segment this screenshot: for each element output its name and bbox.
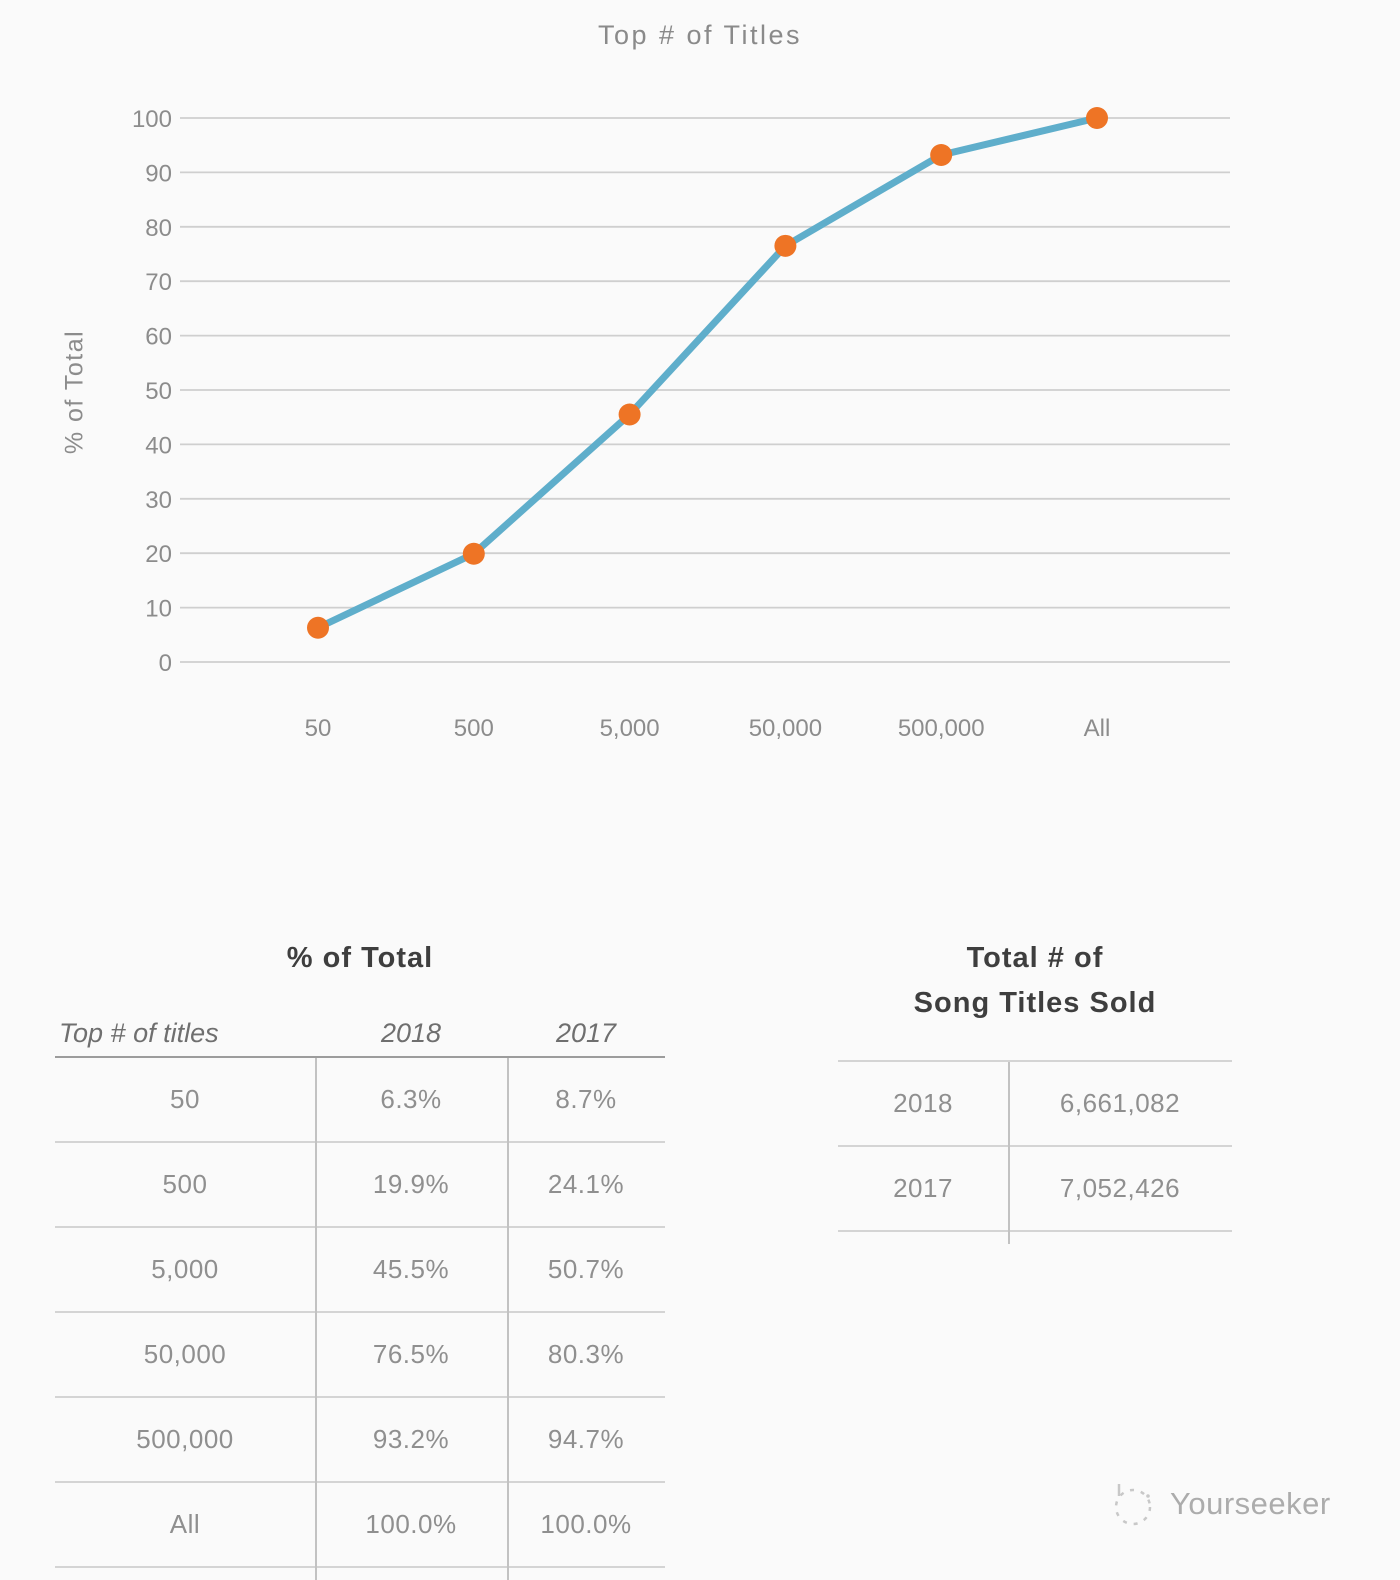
row-label: 500 — [162, 1169, 208, 1199]
total-value: 7,052,426 — [1059, 1173, 1181, 1203]
table-row — [55, 1398, 665, 1483]
cell-2018: 100.0% — [365, 1509, 457, 1539]
watermark — [1106, 1476, 1331, 1532]
x-tick-label: 500 — [453, 715, 494, 742]
x-tick-label: 500,000 — [897, 715, 985, 742]
table-row — [55, 1143, 665, 1228]
cell-2018: 45.5% — [372, 1254, 450, 1284]
cell-2017: 8.7% — [555, 1084, 617, 1114]
y-tick-label: 40 — [145, 432, 172, 460]
cell-2017: 80.3% — [547, 1339, 625, 1369]
chart-title: Top # of Titles — [597, 20, 803, 50]
percent-table — [55, 1005, 665, 1580]
totals-table-title-line2: Song Titles Sold — [913, 987, 1157, 1019]
data-line — [318, 118, 1097, 628]
year-label: 2017 — [893, 1173, 953, 1203]
x-tick-label: 50,000 — [748, 715, 823, 742]
y-tick-label: 0 — [158, 650, 172, 677]
y-tick-label: 20 — [145, 541, 172, 569]
y-axis-label: % of Total — [60, 329, 89, 455]
column-header-2017: 2017 — [555, 1018, 617, 1048]
table-row — [55, 1228, 665, 1313]
row-label: 50 — [170, 1084, 200, 1114]
y-tick-label: 60 — [145, 323, 172, 351]
data-point — [307, 617, 329, 639]
x-tick-label: 5,000 — [599, 715, 660, 742]
x-tick-label: All — [1083, 715, 1111, 742]
cell-2017: 100.0% — [540, 1509, 632, 1539]
data-point — [1086, 107, 1108, 129]
percent-table-body — [55, 1058, 665, 1568]
cell-2017: 94.7% — [547, 1424, 625, 1454]
y-tick-label: 90 — [145, 160, 172, 188]
y-tick-label: 100 — [131, 106, 172, 133]
percent-table-title: % of Total — [286, 942, 434, 974]
column-divider — [1008, 1062, 1010, 1244]
column-header-titles: Top # of titles — [59, 1018, 219, 1048]
table-row — [838, 1147, 1232, 1232]
totals-table — [838, 1060, 1232, 1232]
column-divider — [507, 1058, 509, 1580]
row-label: 5,000 — [151, 1254, 219, 1284]
column-divider — [315, 1058, 317, 1580]
cell-2018: 19.9% — [372, 1169, 450, 1199]
cell-2018: 6.3% — [380, 1084, 442, 1114]
watermark-label: Yourseeker — [1170, 1486, 1331, 1521]
table-row — [55, 1058, 665, 1143]
data-point — [463, 543, 485, 565]
data-point — [774, 235, 796, 257]
row-label: All — [169, 1509, 201, 1539]
cell-2017: 24.1% — [547, 1169, 625, 1199]
y-tick-label: 80 — [145, 214, 172, 242]
cell-2017: 50.7% — [547, 1254, 625, 1284]
data-point — [619, 403, 641, 425]
table-row — [838, 1062, 1232, 1147]
row-label: 500,000 — [136, 1424, 234, 1454]
y-tick-label: 10 — [145, 595, 172, 623]
total-value: 6,661,082 — [1059, 1088, 1181, 1118]
cell-2018: 76.5% — [372, 1339, 450, 1369]
table-row — [55, 1313, 665, 1398]
data-point — [930, 144, 952, 166]
line-chart — [0, 0, 1400, 770]
cell-2018: 93.2% — [372, 1424, 450, 1454]
percent-table-header — [55, 1005, 665, 1058]
y-tick-label: 70 — [145, 269, 172, 297]
x-tick-label: 50 — [304, 715, 332, 742]
table-row — [55, 1483, 665, 1568]
sketch-circle-icon — [1106, 1476, 1158, 1532]
totals-table-title-line1: Total # of — [966, 942, 1104, 974]
y-tick-label: 30 — [145, 486, 172, 514]
y-tick-label: 50 — [145, 378, 172, 405]
totals-table-body — [838, 1062, 1232, 1232]
row-label: 50,000 — [143, 1339, 227, 1369]
column-header-2018: 2018 — [380, 1018, 442, 1048]
year-label: 2018 — [893, 1088, 953, 1118]
totals-table-title — [838, 936, 1232, 1026]
